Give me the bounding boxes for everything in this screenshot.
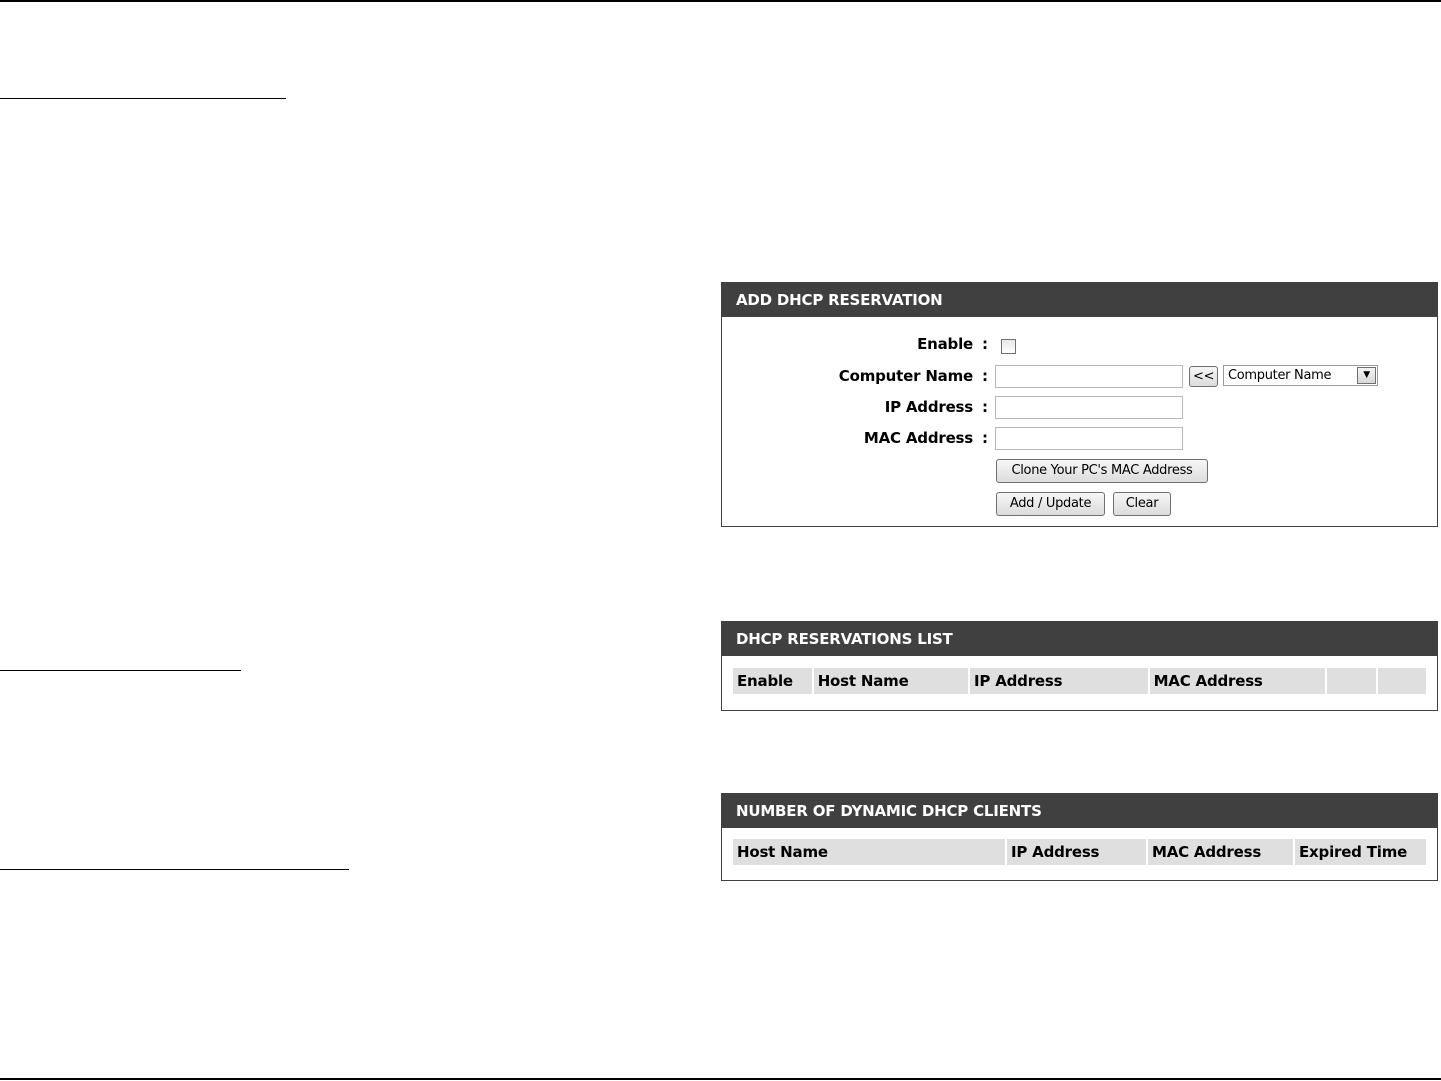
column-header-host-name: Host Name [733,839,1005,865]
ip-address-input[interactable] [995,396,1183,419]
column-header-blank-1 [1327,668,1375,694]
left-rule-2 [0,670,241,671]
ip-address-row [722,394,1439,420]
enable-label: Enable [917,335,973,353]
computer-name-select[interactable] [1223,365,1378,386]
dynamic-clients-header-row [733,839,1426,865]
add-update-button[interactable]: Add / Update [996,492,1105,516]
clone-mac-address-button[interactable]: Clone Your PC's MAC Address [996,459,1208,483]
reservations-table [731,666,1428,696]
mac-address-colon: : [982,429,988,447]
column-header-blank-2 [1378,668,1426,694]
column-header-ip-address: IP Address [1007,839,1146,865]
dynamic-dhcp-clients-panel [721,793,1438,881]
enable-checkbox[interactable] [1001,339,1016,354]
column-header-expired-time: Expired Time [1295,839,1426,865]
column-header-host-name: Host Name [814,668,968,694]
dynamic-clients-table [731,837,1428,867]
copy-computer-name-button[interactable]: << [1189,366,1218,387]
left-rule-1 [0,98,286,99]
computer-name-row [722,363,1439,389]
page-top-rule [0,0,1441,2]
computer-name-select-value: Computer Name [1228,368,1332,383]
enable-row [722,331,1439,357]
ip-address-label: IP Address [884,398,973,416]
add-dhcp-reservation-panel [721,282,1438,527]
column-header-mac-address: MAC Address [1148,839,1293,865]
mac-address-input[interactable] [995,427,1183,450]
left-rule-3 [0,869,349,870]
clear-button[interactable]: Clear [1113,492,1171,516]
mac-address-label: MAC Address [863,429,973,447]
page-bottom-rule [0,1078,1441,1080]
dynamic-dhcp-clients-title: NUMBER OF DYNAMIC DHCP CLIENTS [722,794,1437,828]
computer-name-input[interactable] [995,365,1183,388]
column-header-mac-address: MAC Address [1150,668,1326,694]
column-header-ip-address: IP Address [970,668,1148,694]
dhcp-reservations-list-title: DHCP RESERVATIONS LIST [722,622,1437,656]
computer-name-label: Computer Name [838,367,973,385]
computer-name-colon: : [982,367,988,385]
dhcp-reservations-list-panel [721,621,1438,711]
mac-address-row [722,425,1439,451]
add-dhcp-reservation-title: ADD DHCP RESERVATION [722,283,1437,317]
chevron-down-icon[interactable]: ▼ [1357,367,1376,384]
enable-colon: : [982,335,988,353]
reservations-header-row [733,668,1426,694]
ip-address-colon: : [982,398,988,416]
column-header-enable: Enable [733,668,812,694]
